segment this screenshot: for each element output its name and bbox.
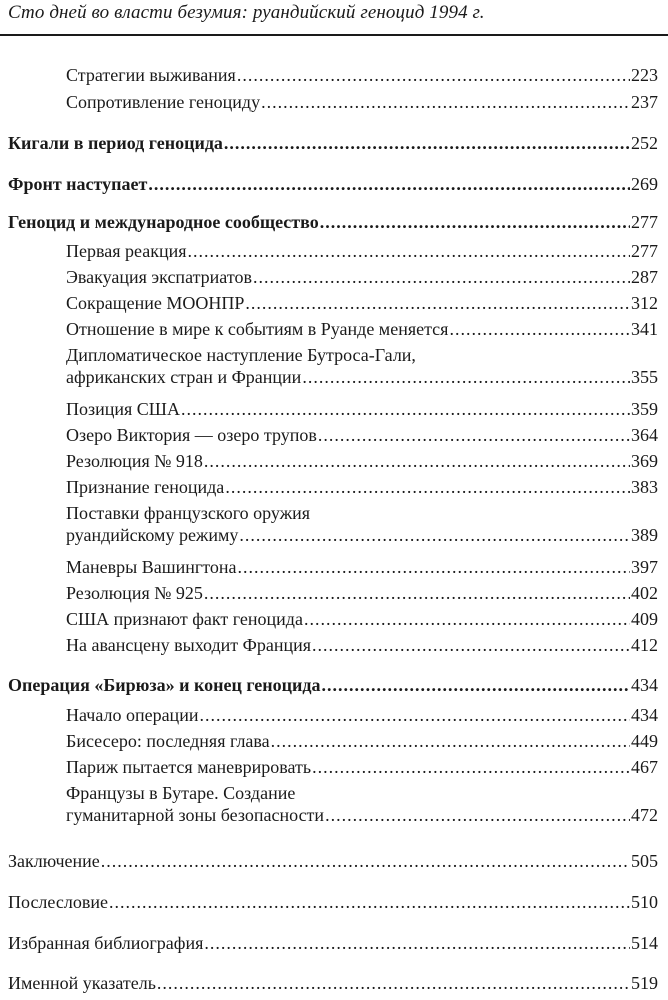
toc-entry-title: Кигали в период геноцида	[8, 133, 223, 153]
toc-entry	[66, 476, 658, 498]
toc-entry-title-first-line: Дипломатическое наступление Бутроса-Гали,	[66, 345, 416, 365]
toc-entry	[66, 318, 658, 340]
toc-entry-page-number: 359	[631, 399, 658, 419]
toc-entry-page-number: 402	[631, 583, 658, 603]
toc-entry-page-number: 355	[631, 367, 658, 387]
toc-entry	[66, 556, 658, 578]
toc-entry	[8, 674, 658, 696]
toc-entry-page-number: 434	[631, 675, 658, 695]
dot-leader	[312, 756, 630, 778]
toc-entry-title: Резолюция № 925	[66, 583, 203, 603]
toc-entry-title: Бисесеро: последняя глава	[66, 731, 270, 751]
dot-leader	[204, 450, 630, 472]
toc-entry-title: Резолюция № 918	[66, 451, 203, 471]
toc-entry	[66, 398, 658, 420]
toc-entry	[66, 634, 658, 656]
toc-entry-title: Париж пытается маневрировать	[66, 757, 312, 777]
toc-entry	[66, 730, 658, 752]
toc-entry-title: Стратегии выживания	[66, 65, 236, 85]
dot-leader	[199, 704, 630, 726]
toc-entry	[66, 582, 658, 604]
toc-entry-page-number: 269	[631, 174, 658, 194]
dot-leader	[322, 674, 630, 696]
toc-entry-page-number: 409	[631, 609, 658, 629]
toc-entry	[66, 704, 658, 726]
toc-entry	[66, 782, 658, 826]
toc-entry-page-number: 472	[631, 805, 658, 825]
toc-entry-title: Отношение в мире к событиям в Руанде меняется	[66, 319, 449, 339]
toc-entry-page-number: 369	[631, 451, 658, 471]
dot-leader	[148, 173, 630, 195]
toc-entry-page-number: 412	[631, 635, 658, 655]
toc-entry-title: Признание геноцида	[66, 477, 225, 497]
toc-entry-page-number: 449	[631, 731, 658, 751]
toc-entry-title: Фронт наступает	[8, 174, 148, 194]
toc-entry-title: гуманитарной зоны безопасности	[66, 805, 325, 825]
toc-entry-page-number: 514	[631, 933, 658, 953]
dot-leader	[224, 132, 630, 154]
toc-entry	[66, 344, 658, 388]
dot-leader	[239, 524, 630, 546]
toc-entry-title: Геноцид и международное сообщество	[8, 212, 319, 232]
toc-entry	[8, 850, 658, 872]
toc-entry	[66, 64, 658, 86]
toc-entry	[8, 932, 658, 954]
toc-entry	[8, 173, 658, 195]
dot-leader	[225, 476, 630, 498]
toc-entry-page-number: 287	[631, 267, 658, 287]
dot-leader	[245, 292, 630, 314]
toc-entry-page-number: 277	[631, 241, 658, 261]
toc-entry-title: африканских стран и Франции	[66, 367, 302, 387]
toc-entry-title: Маневры Вашингтона	[66, 557, 237, 577]
dot-leader	[449, 318, 630, 340]
toc-entry-title: На авансцену выходит Франция	[66, 635, 312, 655]
toc-entry-title-first-line: Французы в Бутаре. Создание	[66, 783, 296, 803]
toc-entry	[66, 240, 658, 262]
toc-entry-page-number: 341	[631, 319, 658, 339]
toc-entry-page-number: 519	[631, 973, 658, 993]
toc-entry-title: Операция «Бирюза» и конец геноцида	[8, 675, 321, 695]
toc-entry	[8, 211, 658, 233]
toc-entry-page-number: 510	[631, 892, 658, 912]
toc-entry	[66, 424, 658, 446]
toc-entry	[8, 972, 658, 994]
dot-leader	[312, 634, 630, 656]
dot-leader	[271, 730, 630, 752]
toc-entry-title: Сопротивление геноциду	[66, 92, 261, 112]
running-head: Сто дней во власти безумия: руандийский геноцид 1994 г.	[8, 2, 485, 23]
dot-leader	[325, 804, 630, 826]
toc-entry-page-number: 434	[631, 705, 658, 725]
toc-entry-page-number: 505	[631, 851, 658, 871]
toc-entry	[66, 756, 658, 778]
dot-leader	[188, 240, 630, 262]
dot-leader	[237, 556, 630, 578]
toc-entry-page-number: 383	[631, 477, 658, 497]
toc-entry	[66, 91, 658, 113]
toc-entry	[66, 450, 658, 472]
toc-entry	[66, 292, 658, 314]
dot-leader	[320, 211, 630, 233]
toc-entry-title: Послесловие	[8, 892, 108, 912]
toc-entry-title: Позиция США	[66, 399, 180, 419]
dot-leader	[237, 64, 630, 86]
toc-entry-page-number: 237	[631, 92, 658, 112]
dot-leader	[181, 398, 630, 420]
dot-leader	[318, 424, 630, 446]
dot-leader	[253, 266, 630, 288]
dot-leader	[157, 972, 630, 994]
toc-entry-page-number: 223	[631, 65, 658, 85]
dot-leader	[109, 891, 630, 913]
dot-leader	[101, 850, 630, 872]
toc-entry-title: руандийскому режиму	[66, 525, 239, 545]
toc-entry-title: Озеро Виктория — озеро трупов	[66, 425, 317, 445]
toc-entry-page-number: 389	[631, 525, 658, 545]
dot-leader	[261, 91, 630, 113]
toc-entry-page-number: 277	[631, 212, 658, 232]
toc-entry	[8, 132, 658, 154]
toc-entry	[66, 502, 658, 546]
toc-entry-title-first-line: Поставки французского оружия	[66, 503, 311, 523]
toc-entry-page-number: 397	[631, 557, 658, 577]
toc-entry-title: Избранная библиография	[8, 933, 204, 953]
toc-entry-page-number: 364	[631, 425, 658, 445]
toc-entry-page-number: 467	[631, 757, 658, 777]
toc-entry-title: Сокращение МООНПР	[66, 293, 245, 313]
toc-entry	[8, 891, 658, 913]
toc-entry-title: Эвакуация экспатриатов	[66, 267, 252, 287]
toc-entry-title: Именной указатель	[8, 973, 156, 993]
dot-leader	[204, 932, 630, 954]
toc-entry-page-number: 312	[631, 293, 658, 313]
dot-leader	[302, 366, 630, 388]
dot-leader	[204, 582, 630, 604]
toc-entry-title: Заключение	[8, 851, 100, 871]
toc-entry-page-number: 252	[631, 133, 658, 153]
toc-entry	[66, 608, 658, 630]
toc-entry-title: Начало операции	[66, 705, 199, 725]
toc-entry-title: США признают факт геноцида	[66, 609, 303, 629]
dot-leader	[304, 608, 630, 630]
toc-entry-title: Первая реакция	[66, 241, 187, 261]
toc-entry	[66, 266, 658, 288]
